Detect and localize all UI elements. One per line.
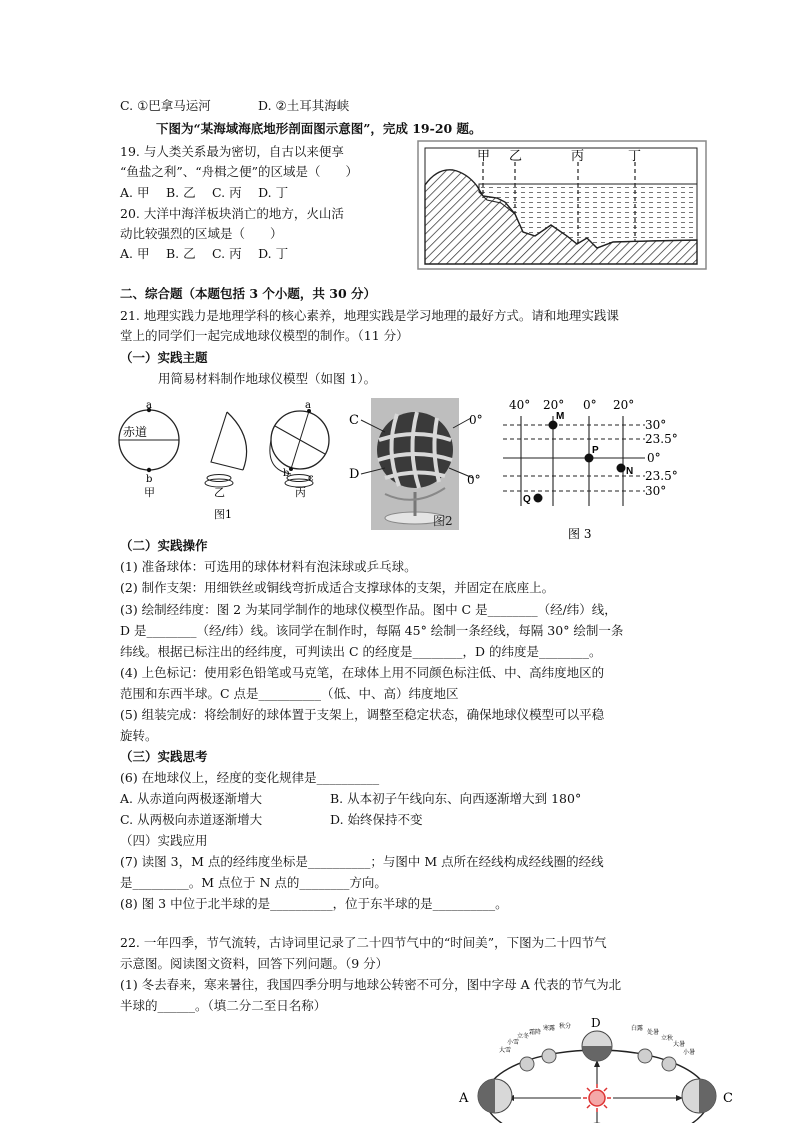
q21-op1: (1) 准备球体：可选用的球体材料有泡沫球或乒乓球。	[120, 559, 417, 574]
fig3-right-label-4: 30°	[645, 484, 667, 498]
q19-line2: “鱼盐之利”、“舟楫之便”的区域是（ ）	[120, 164, 359, 179]
q21-op4a: (4) 上色标记：使用彩色铅笔或马克笔，在球体上用不同颜色标注低、中、高纬度地区的	[120, 665, 605, 680]
fig3-right-label-1: 23.5°	[645, 432, 678, 446]
q21-t7b: 是_________。M 点位于 N 点的________方向。	[120, 875, 387, 890]
fig3-top-label-1: 20°	[543, 398, 565, 412]
fig1-jia-a: a	[146, 400, 152, 411]
q21-part1-text: 用简易材料制作地球仪模型（如图 1）。	[158, 371, 377, 386]
earth-c	[682, 1079, 716, 1113]
q21-t8: (8) 图 3 中位于北半球的是__________，位于东半球的是__________。	[120, 896, 508, 911]
fig2-label-zero-top: 0°	[469, 413, 483, 427]
profile-label-jia: 甲	[477, 149, 491, 164]
q21-t6-option-c: C. 从两极向赤道逐渐增大	[120, 812, 263, 827]
fig3-top-label-2: 0°	[583, 398, 597, 412]
q18-option-c: C. ①巴拿马运河	[120, 98, 211, 113]
q22-q1a: (1) 冬去春来，寒来暑往，我国四季分明与地球公转密不可分，图中字母 A 代表的节气为北	[120, 977, 622, 992]
sun-icon	[583, 1084, 611, 1112]
q20-options: A. 甲 B. 乙 C. 丙 D. 丁	[120, 246, 289, 261]
fig2-label-c: C	[349, 413, 359, 428]
seabed-profile-figure	[417, 140, 707, 270]
earth-d	[582, 1031, 612, 1061]
q21-op4b: 范围和东西半球。C 点是__________（低、中、高）纬度地区	[120, 686, 459, 701]
q21-part3-title: （三）实践思考	[120, 749, 208, 764]
q21-op5b: 旋转。	[120, 728, 158, 743]
q18-option-d: D. ②土耳其海峡	[258, 98, 350, 113]
q19-options: A. 甲 B. 乙 C. 丙 D. 丁	[120, 185, 289, 200]
fig3-label-m: M	[556, 411, 565, 422]
solar-terms-orbit-figure	[455, 1018, 740, 1123]
fig3-latitude-lines	[503, 425, 645, 491]
fig3-label-p: P	[592, 445, 599, 456]
orbit-label-d: D	[591, 1018, 601, 1030]
fig1-bing-b: b	[283, 468, 290, 479]
term-bailu: 白露	[631, 1025, 644, 1032]
orbit-label-a: A	[459, 1091, 469, 1106]
q19-line1: 19. 与人类关系最为密切，自古以来便享	[120, 144, 344, 159]
earth-a	[478, 1079, 512, 1113]
fig3-right-label-2: 0°	[647, 451, 661, 465]
figure-3-grid	[495, 396, 685, 544]
fig3-point-q	[534, 494, 543, 503]
q21-line1: 21. 地理实践力是地理学科的核心素养，地理实践是学习地理的最好方式。请和地理实践课	[120, 308, 619, 323]
fig2-caption: 图2	[433, 514, 453, 528]
orbit-label-c: C	[723, 1091, 733, 1106]
fig3-right-label-3: 23.5°	[645, 469, 678, 483]
fig1-caption: 图1	[214, 508, 232, 521]
fig3-label-n: N	[626, 466, 634, 477]
q20-line2: 动比较强烈的区域是（ ）	[120, 226, 283, 241]
fig1-bing-a: a	[305, 400, 311, 411]
q21-t7a: (7) 读图 3，M 点的经纬度坐标是__________；与图中 M 点所在经线构成经线圈的经线	[120, 854, 604, 869]
term-qiufen: 秋分	[559, 1023, 572, 1030]
q22-q1b: 半球的______。（填二分二至日名称）	[120, 998, 327, 1013]
q21-op2: (2) 制作支架：用细铁丝或铜线弯折成适合支撑球体的支架，并固定在底座上。	[120, 580, 555, 595]
fig3-right-label-0: 30°	[645, 418, 667, 432]
q21-op3a: (3) 绘制经纬度：图 2 为某同学制作的地球仪模型作品。图中 C 是________（经/纬）线，	[120, 602, 617, 617]
term-xiaoshu: 小暑	[683, 1049, 696, 1056]
figure-1-globes	[115, 398, 340, 523]
profile-label-bing: 丙	[571, 149, 585, 164]
q21-part2-title: （二）实践操作	[120, 538, 208, 553]
term-chushu: 处暑	[647, 1029, 660, 1036]
q21-t6-option-b: B. 从本初子午线向东、向西逐渐增大到 180°	[330, 791, 582, 806]
fig1-bing-c: c	[308, 473, 314, 484]
fig3-label-q: Q	[523, 494, 531, 505]
q21-t6: (6) 在地球仪上，经度的变化规律是__________	[120, 770, 380, 785]
term-dashu: 大暑	[673, 1041, 686, 1048]
fig3-longitude-lines	[521, 416, 623, 506]
term-daxue: 大雪	[499, 1047, 512, 1054]
fig1-jia-b: b	[146, 474, 153, 485]
q21-line2: 堂上的同学们一起完成地球仪模型的制作。（11 分）	[120, 328, 409, 343]
fig2-label-d: D	[349, 467, 360, 482]
fig3-top-label-3: 20°	[613, 398, 635, 412]
fig2-label-zero-bottom: 0°	[467, 473, 481, 487]
term-lidong: 立冬	[517, 1033, 530, 1040]
fig3-point-n	[617, 464, 626, 473]
q20-line1: 20. 大洋中海洋板块消亡的地方，火山活	[120, 206, 344, 221]
q21-part1-title: （一）实践主题	[120, 350, 208, 365]
q21-t6-option-a: A. 从赤道向两极逐渐增大	[120, 791, 262, 806]
q21-t6-option-d: D. 始终保持不变	[330, 812, 423, 827]
fig3-top-label-0: 40°	[509, 398, 531, 412]
figure-2-globe-photo	[345, 398, 495, 530]
q22-line2: 示意图。阅读图文资料，回答下列问题。（9 分）	[120, 956, 389, 971]
term-shuangjiang: 霜降	[529, 1029, 542, 1036]
q21-op5a: (5) 组装完成：将绘制好的球体置于支架上，调整至稳定状态，确保地球仪模型可以平稳	[120, 707, 605, 722]
term-liqiu: 立秋	[661, 1035, 674, 1042]
q21-op3c: 纬线。根据已标注出的经纬度，可判读出 C 的经度是________，D 的纬度是________。	[120, 644, 602, 659]
q21-op3b: D 是________（经/纬）线。该同学在制作时，每隔 45° 绘制一条经线，每隔 30° 绘制一条	[120, 623, 624, 638]
profile-label-yi: 乙	[509, 149, 523, 164]
fig1-bing-label: 丙	[295, 486, 306, 499]
q21-part4-title: （四）实践应用	[120, 833, 208, 848]
section2-title: 二、综合题（本题包括 3 个小题，共 30 分）	[120, 286, 377, 301]
fig1-jia-label: 甲	[144, 486, 155, 499]
profile-label-ding: 丁	[628, 149, 642, 164]
q22-line1: 22. 一年四季，节气流转，古诗词里记录了二十四节气中的“时间美”，下图为二十四节气	[120, 935, 607, 950]
intro-19-20: 下图为“某海域海底地形剖面图示意图”，完成 19-20 题。	[156, 121, 482, 136]
term-xiaoxue: 小雪	[507, 1039, 520, 1046]
fig3-caption: 图 3	[568, 527, 592, 541]
fig1-yi-label: 乙	[214, 486, 225, 499]
fig1-equator-label: 赤道	[123, 425, 148, 439]
term-hanlu: 寒露	[543, 1025, 556, 1032]
